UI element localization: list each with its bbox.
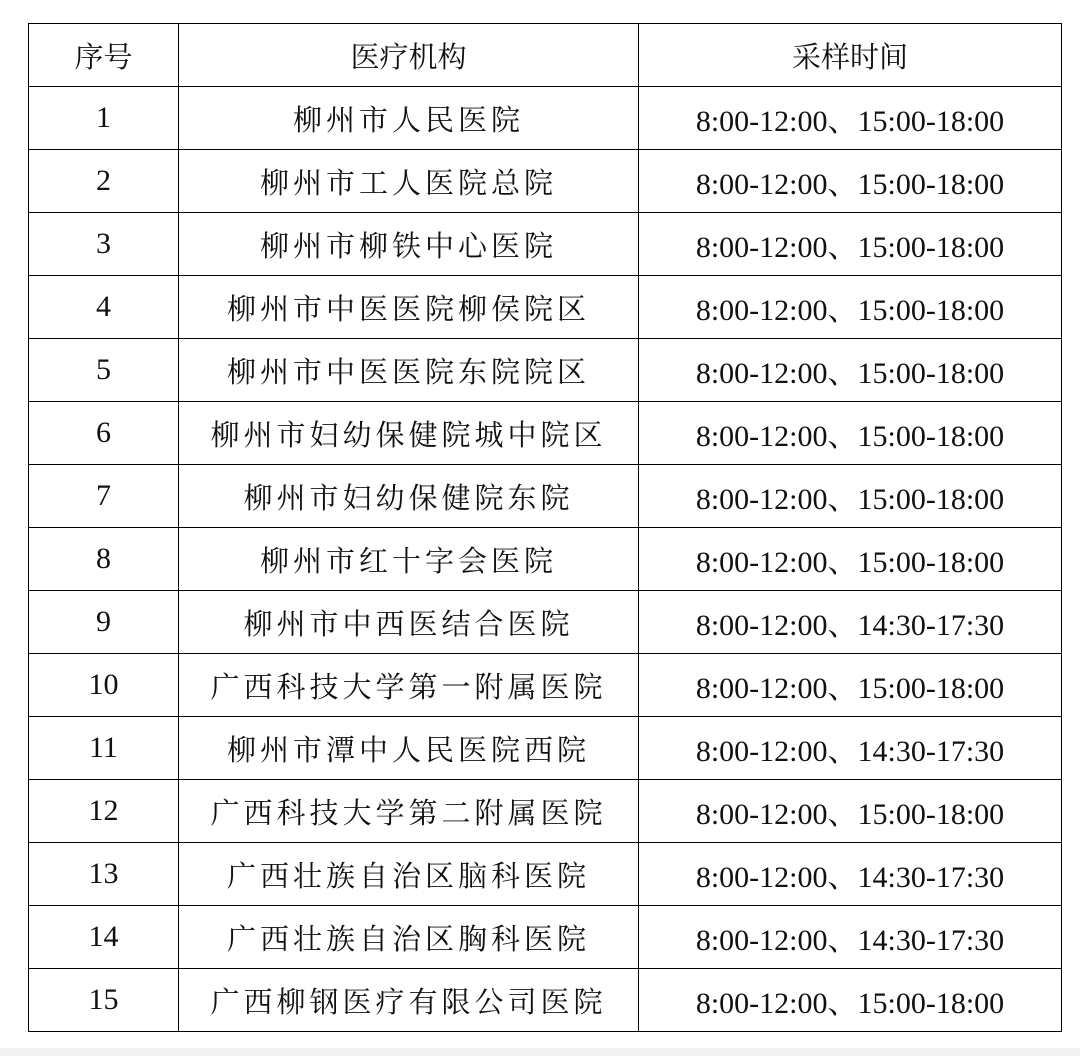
serial-number-cell: 1 bbox=[29, 87, 179, 150]
table-row bbox=[29, 150, 1062, 213]
table-header-row bbox=[29, 24, 1062, 87]
table-row bbox=[29, 87, 1062, 150]
institution-cell: 柳州市中西医结合医院 bbox=[179, 591, 639, 654]
sampling-time-cell: 8:00-12:00、14:30-17:30 bbox=[639, 717, 1062, 780]
serial-number-cell: 5 bbox=[29, 339, 179, 402]
header-serial-number: 序号 bbox=[29, 24, 179, 87]
serial-number-cell: 7 bbox=[29, 465, 179, 528]
serial-number-cell: 3 bbox=[29, 213, 179, 276]
table-row bbox=[29, 843, 1062, 906]
sampling-time-cell: 8:00-12:00、15:00-18:00 bbox=[639, 654, 1062, 717]
sampling-schedule-table bbox=[28, 23, 1062, 1032]
table-row bbox=[29, 591, 1062, 654]
serial-number-cell: 15 bbox=[29, 969, 179, 1032]
serial-number-cell: 10 bbox=[29, 654, 179, 717]
institution-cell: 柳州市妇幼保健院东院 bbox=[179, 465, 639, 528]
sampling-time-cell: 8:00-12:00、15:00-18:00 bbox=[639, 969, 1062, 1032]
sampling-time-cell: 8:00-12:00、15:00-18:00 bbox=[639, 339, 1062, 402]
table-row bbox=[29, 339, 1062, 402]
sampling-time-cell: 8:00-12:00、15:00-18:00 bbox=[639, 528, 1062, 591]
table-row bbox=[29, 780, 1062, 843]
table-row bbox=[29, 654, 1062, 717]
institution-cell: 柳州市中医医院柳侯院区 bbox=[179, 276, 639, 339]
institution-cell: 广西科技大学第二附属医院 bbox=[179, 780, 639, 843]
serial-number-cell: 11 bbox=[29, 717, 179, 780]
institution-cell: 柳州市红十字会医院 bbox=[179, 528, 639, 591]
serial-number-cell: 13 bbox=[29, 843, 179, 906]
serial-number-cell: 14 bbox=[29, 906, 179, 969]
sampling-time-cell: 8:00-12:00、15:00-18:00 bbox=[639, 780, 1062, 843]
table-row bbox=[29, 465, 1062, 528]
sampling-time-cell: 8:00-12:00、14:30-17:30 bbox=[639, 843, 1062, 906]
serial-number-cell: 6 bbox=[29, 402, 179, 465]
institution-cell: 广西科技大学第一附属医院 bbox=[179, 654, 639, 717]
sampling-time-cell: 8:00-12:00、15:00-18:00 bbox=[639, 276, 1062, 339]
table-row bbox=[29, 213, 1062, 276]
sampling-time-cell: 8:00-12:00、15:00-18:00 bbox=[639, 465, 1062, 528]
institution-cell: 柳州市潭中人民医院西院 bbox=[179, 717, 639, 780]
institution-cell: 柳州市柳铁中心医院 bbox=[179, 213, 639, 276]
serial-number-cell: 2 bbox=[29, 150, 179, 213]
table-row bbox=[29, 969, 1062, 1032]
institution-cell: 柳州市工人医院总院 bbox=[179, 150, 639, 213]
table-row bbox=[29, 276, 1062, 339]
sampling-time-cell: 8:00-12:00、14:30-17:30 bbox=[639, 591, 1062, 654]
serial-number-cell: 12 bbox=[29, 780, 179, 843]
institution-cell: 广西壮族自治区胸科医院 bbox=[179, 906, 639, 969]
table-row bbox=[29, 528, 1062, 591]
sampling-time-cell: 8:00-12:00、15:00-18:00 bbox=[639, 87, 1062, 150]
header-sampling-time: 采样时间 bbox=[639, 24, 1062, 87]
sampling-time-cell: 8:00-12:00、15:00-18:00 bbox=[639, 150, 1062, 213]
serial-number-cell: 4 bbox=[29, 276, 179, 339]
sampling-time-cell: 8:00-12:00、15:00-18:00 bbox=[639, 213, 1062, 276]
institution-cell: 柳州市中医医院东院院区 bbox=[179, 339, 639, 402]
institution-cell: 广西壮族自治区脑科医院 bbox=[179, 843, 639, 906]
header-medical-institution: 医疗机构 bbox=[179, 24, 639, 87]
sampling-time-cell: 8:00-12:00、14:30-17:30 bbox=[639, 906, 1062, 969]
institution-cell: 广西柳钢医疗有限公司医院 bbox=[179, 969, 639, 1032]
table-row bbox=[29, 402, 1062, 465]
institution-cell: 柳州市妇幼保健院城中院区 bbox=[179, 402, 639, 465]
table-row bbox=[29, 717, 1062, 780]
sampling-time-cell: 8:00-12:00、15:00-18:00 bbox=[639, 402, 1062, 465]
table-row bbox=[29, 906, 1062, 969]
serial-number-cell: 8 bbox=[29, 528, 179, 591]
institution-cell: 柳州市人民医院 bbox=[179, 87, 639, 150]
serial-number-cell: 9 bbox=[29, 591, 179, 654]
table-body bbox=[29, 87, 1062, 1032]
page-bottom-edge bbox=[0, 1048, 1080, 1056]
